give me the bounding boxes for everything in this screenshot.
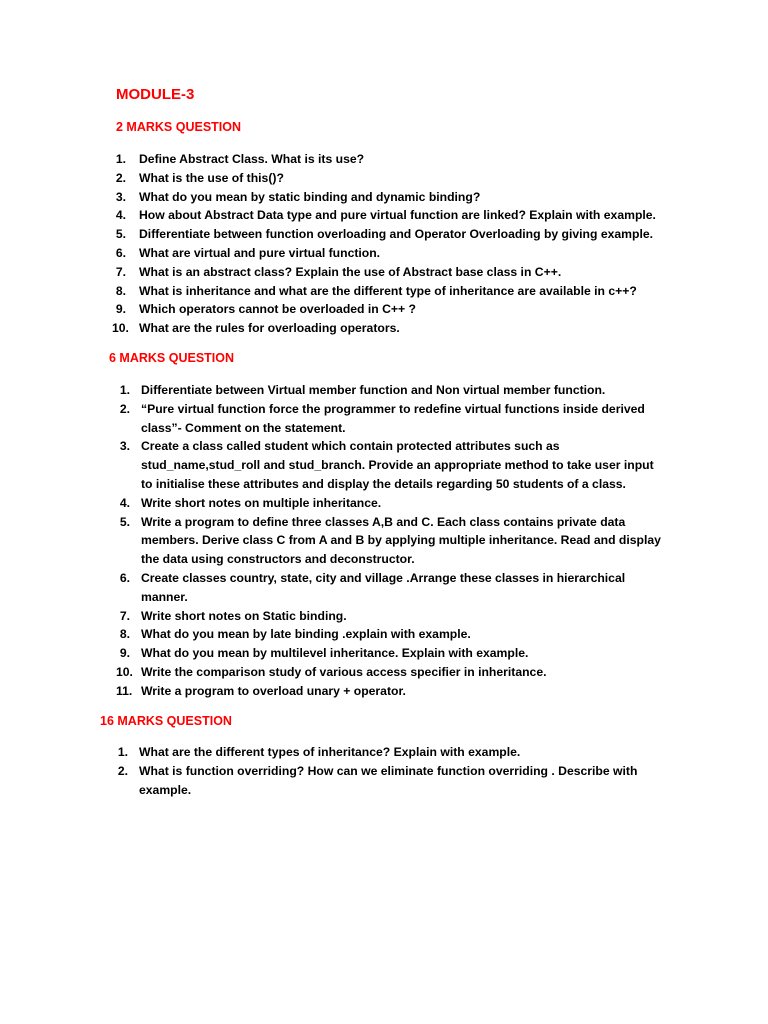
question-text-line: Write a program to overload unary + operator. bbox=[141, 683, 406, 698]
question-text-line: Write short notes on Static binding. bbox=[141, 608, 347, 623]
question-item bbox=[115, 244, 656, 263]
question-number: 6. bbox=[115, 245, 126, 260]
question-text-line: example. bbox=[139, 782, 192, 797]
question-text-line: Create classes country, state, city and village .Arrange these classes in hierarchical bbox=[141, 570, 626, 585]
question-number: 1. bbox=[117, 745, 128, 759]
question-item bbox=[115, 150, 656, 169]
question-number: 4. bbox=[119, 495, 130, 510]
question-text-line: What do you mean by static binding and dynamic binding? bbox=[139, 189, 481, 204]
question-text-line: What is an abstract class? Explain the use of Abstract base class in C++. bbox=[139, 264, 562, 279]
question-number: 6. bbox=[119, 570, 130, 585]
question-list-2-marks bbox=[112, 150, 656, 338]
question-text-line: What are the rules for overloading operators. bbox=[139, 321, 400, 336]
question-text-line: stud_name,stud_roll and stud_branch. Provide an appropriate method to take user input bbox=[141, 458, 654, 473]
question-text-line: How about Abstract Data type and pure virtual function are linked? Explain with example. bbox=[139, 208, 656, 223]
question-number: 8. bbox=[119, 627, 130, 642]
section-title-16-marks: 16 MARKS QUESTION bbox=[100, 714, 232, 728]
question-number: 5. bbox=[119, 514, 130, 529]
question-text-line: Differentiate between function overloading and Operator Overloading by giving example. bbox=[139, 227, 653, 242]
question-number: 9. bbox=[115, 302, 126, 317]
question-text-line: “Pure virtual function force the programmer to redefine virtual functions inside derived bbox=[141, 401, 645, 416]
question-item bbox=[119, 381, 661, 400]
question-item bbox=[119, 569, 661, 607]
module-title: MODULE-3 bbox=[116, 86, 195, 103]
question-item bbox=[119, 625, 661, 644]
question-text-line: members. Derive class C from A and B by applying multiple inheritance. Read and display bbox=[141, 533, 661, 548]
question-text-line: Which operators cannot be overloaded in C++ ? bbox=[139, 302, 416, 317]
question-item bbox=[119, 400, 661, 438]
question-text-line: class”- Comment on the statement. bbox=[141, 420, 346, 435]
question-text-line: the data using constructors and deconstructor. bbox=[141, 552, 415, 567]
section-title-6-marks: 6 MARKS QUESTION bbox=[109, 351, 235, 365]
question-text-line: Write short notes on multiple inheritance. bbox=[141, 495, 382, 510]
question-number: 4. bbox=[115, 208, 126, 223]
question-item bbox=[112, 319, 656, 338]
question-number: 8. bbox=[115, 283, 126, 298]
question-text-line: Differentiate between Virtual member function and Non virtual member function. bbox=[141, 383, 606, 397]
question-text-line: What is inheritance and what are the different type of inheritance are available in c++? bbox=[139, 283, 637, 298]
question-item bbox=[115, 206, 656, 225]
question-item bbox=[115, 263, 656, 282]
question-item bbox=[115, 188, 656, 207]
question-item bbox=[117, 743, 637, 762]
question-text-line: Define Abstract Class. What is its use? bbox=[139, 152, 365, 166]
question-text-line: What do you mean by late binding .explain with example. bbox=[141, 627, 471, 642]
question-item bbox=[115, 169, 656, 188]
question-text-line: Write the comparison study of various access specifier in inheritance. bbox=[141, 664, 547, 679]
question-number: 10. bbox=[116, 664, 133, 679]
question-item bbox=[119, 644, 661, 663]
question-item bbox=[115, 282, 656, 301]
question-number: 2. bbox=[119, 401, 130, 416]
question-text-line: What do you mean by multilevel inheritance. Explain with example. bbox=[141, 646, 529, 661]
question-text-line: to initialise these attributes and display the details regarding 50 students of a class. bbox=[141, 476, 626, 491]
question-item bbox=[115, 300, 656, 319]
question-number: 7. bbox=[115, 264, 126, 279]
question-text-line: What is function overriding? How can we eliminate function overriding . Describe with bbox=[139, 763, 638, 778]
question-number: 3. bbox=[115, 189, 126, 204]
question-number: 1. bbox=[119, 383, 130, 397]
question-item bbox=[119, 607, 661, 626]
question-text-line: What are virtual and pure virtual function. bbox=[139, 245, 381, 260]
question-number: 3. bbox=[119, 439, 130, 454]
question-item bbox=[119, 513, 661, 569]
question-list-6-marks bbox=[116, 381, 661, 701]
section-title-2-marks: 2 MARKS QUESTION bbox=[116, 120, 242, 134]
question-number: 11. bbox=[116, 683, 133, 698]
question-number: 1. bbox=[115, 152, 126, 166]
question-text-line: Write a program to define three classes A,B and C. Each class contains private data bbox=[141, 514, 626, 529]
question-item bbox=[119, 437, 661, 493]
question-item bbox=[116, 663, 661, 682]
question-number: 2. bbox=[115, 170, 126, 185]
question-text-line: What is the use of this()? bbox=[139, 170, 284, 185]
question-list-16-marks bbox=[117, 743, 638, 799]
question-text-line: manner. bbox=[141, 589, 188, 604]
question-text-line: What are the different types of inheritance? Explain with example. bbox=[139, 745, 521, 759]
question-number: 5. bbox=[115, 227, 126, 242]
question-number: 2. bbox=[117, 763, 128, 778]
question-text-line: Create a class called student which contain protected attributes such as bbox=[141, 439, 560, 454]
question-item bbox=[116, 682, 661, 701]
question-number: 9. bbox=[119, 646, 130, 661]
question-item bbox=[117, 762, 638, 800]
question-item bbox=[115, 225, 656, 244]
question-number: 10. bbox=[112, 321, 129, 336]
question-number: 7. bbox=[119, 608, 130, 623]
question-item bbox=[119, 494, 661, 513]
